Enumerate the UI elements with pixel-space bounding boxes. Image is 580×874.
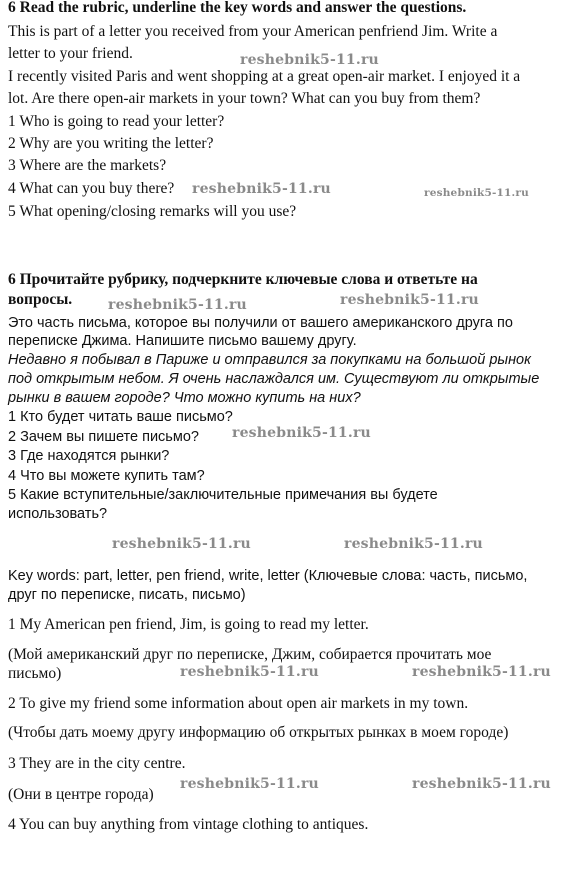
answer-2: 2 To give my friend some information about open air markets in my town. xyxy=(8,695,469,712)
question-2-ru: 2 Зачем вы пишете письмо? xyxy=(8,429,199,445)
watermark: reshebnik5-11.ru xyxy=(112,536,251,552)
task-intro-line: letter to your friend. xyxy=(8,45,133,62)
answer-2-translation: (Чтобы дать моему другу информацию об открытых рынках в моем городе) xyxy=(8,724,509,741)
question-5-ru: 5 Какие вступительные/заключительные примечания вы будете xyxy=(8,487,438,503)
watermark: reshebnik5-11.ru xyxy=(424,187,529,199)
watermark: reshebnik5-11.ru xyxy=(344,536,483,552)
key-words: Key words: part, letter, pen friend, write, letter (Ключевые слова: часть, письмо, xyxy=(8,568,528,584)
watermark: reshebnik5-11.ru xyxy=(192,181,331,197)
letter-excerpt-line-ru: Недавно я побывал в Париже и отправился за покупками на большой рынок xyxy=(8,352,531,368)
key-words: друг по переписке, писать, письмо) xyxy=(8,587,246,603)
answer-3-translation: (Они в центре города) xyxy=(8,786,154,803)
question-4: 4 What can you buy there? xyxy=(8,180,175,197)
task-heading-en: 6 Read the rubric, underline the key words and answer the questions. xyxy=(8,0,467,16)
question-2: 2 Why are you writing the letter? xyxy=(8,135,214,152)
letter-excerpt-line: lot. Are there open-air markets in your town? What can you buy from them? xyxy=(8,90,481,107)
task-intro-line: This is part of a letter you received from your American penfriend Jim. Write a xyxy=(8,23,498,40)
question-5-ru: использовать? xyxy=(8,506,108,522)
watermark: reshebnik5-11.ru xyxy=(412,664,551,680)
question-5: 5 What opening/closing remarks will you use? xyxy=(8,203,297,220)
question-3-ru: 3 Где находятся рынки? xyxy=(8,448,170,464)
answer-3: 3 They are in the city centre. xyxy=(8,755,186,772)
watermark: reshebnik5-11.ru xyxy=(180,664,319,680)
watermark: reshebnik5-11.ru xyxy=(412,776,551,792)
task-intro-line-ru: переписке Джима. Напишите письмо вашему другу. xyxy=(8,333,357,349)
task-heading-ru: вопросы. xyxy=(8,291,73,308)
question-4-ru: 4 Что вы можете купить там? xyxy=(8,468,205,484)
letter-excerpt-line-ru: рынки в вашем городе? Что можно купить на них? xyxy=(8,390,361,406)
task-heading-ru: 6 Прочитайте рубрику, подчеркните ключевые слова и ответьте на xyxy=(8,271,478,288)
letter-excerpt-line: I recently visited Paris and went shopping at a great open-air market. I enjoyed it a xyxy=(8,68,521,85)
watermark: reshebnik5-11.ru xyxy=(232,425,371,441)
watermark: reshebnik5-11.ru xyxy=(108,297,247,313)
task-intro-line-ru: Это часть письма, которое вы получили от вашего американского друга по xyxy=(8,315,513,331)
answer-1-translation: письмо) xyxy=(8,665,62,682)
answer-4: 4 You can buy anything from vintage clothing to antiques. xyxy=(8,816,369,833)
question-1-ru: 1 Кто будет читать ваше письмо? xyxy=(8,409,233,425)
watermark: reshebnik5-11.ru xyxy=(180,776,319,792)
letter-excerpt-line-ru: под открытым небом. Я очень наслаждался им. Существуют ли открытые xyxy=(8,371,540,387)
answer-1-translation: (Мой американский друг по переписке, Джим, собирается прочитать мое xyxy=(8,646,492,663)
question-3: 3 Where are the markets? xyxy=(8,157,167,174)
answer-1: 1 My American pen friend, Jim, is going to read my letter. xyxy=(8,616,369,633)
question-1: 1 Who is going to read your letter? xyxy=(8,113,225,130)
watermark: reshebnik5-11.ru xyxy=(240,52,379,68)
watermark: reshebnik5-11.ru xyxy=(340,292,479,308)
